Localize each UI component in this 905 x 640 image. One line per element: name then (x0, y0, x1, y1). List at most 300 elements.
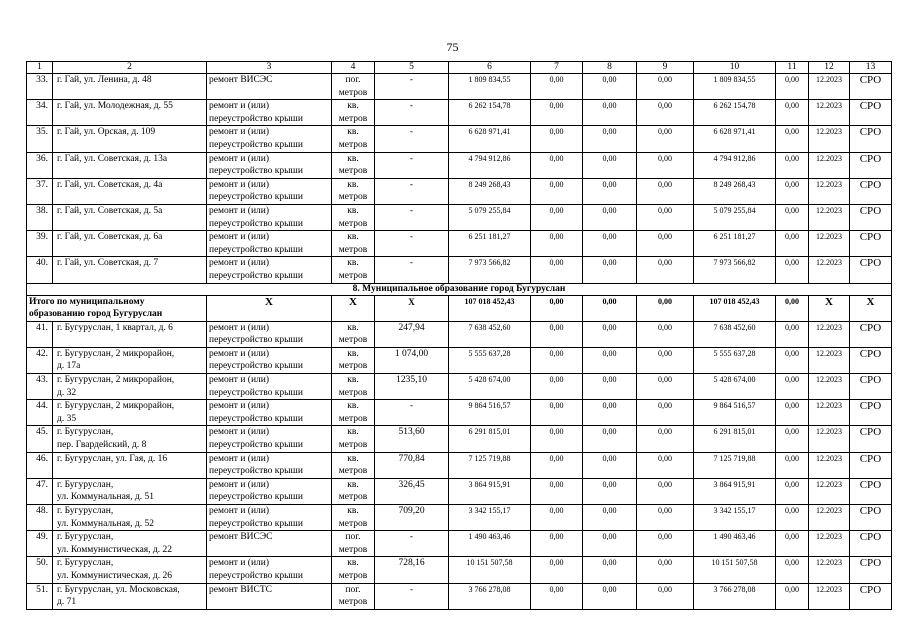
area-cell: 247,94 (375, 321, 449, 347)
table-row (27, 231, 892, 257)
cell-line: ремонт и (или) (209, 258, 270, 269)
cell-line: кв. (347, 153, 359, 164)
table-row (27, 557, 892, 583)
address-cell (53, 478, 207, 504)
area-cell: - (375, 531, 449, 557)
cell-line: переустройство крыши (209, 413, 303, 424)
value-cell: 0,00 (637, 478, 694, 504)
total-cost-cell: 107 018 452,43 (449, 295, 531, 321)
area-cell: - (375, 100, 449, 126)
total-x-cell: X (207, 295, 332, 321)
area-cell: - (375, 257, 449, 283)
cell-line: ремонт и (или) (209, 506, 270, 516)
value-cell: 0,00 (583, 100, 637, 126)
completion-date-cell: 12.2023 (809, 583, 850, 609)
unit-cell (332, 321, 375, 347)
completion-date-cell: 12.2023 (809, 426, 850, 452)
value-cell: 0,00 (637, 257, 694, 283)
completion-date-cell: 12.2023 (809, 478, 850, 504)
area-cell: - (375, 231, 449, 257)
total-value-cell: 0,00 (583, 295, 637, 321)
cell-line: переустройство крыши (209, 113, 303, 124)
method-cell: СРО (850, 178, 892, 204)
value-cell: 0,00 (531, 452, 583, 478)
cell-line: метров (338, 244, 368, 255)
address-cell (53, 126, 207, 152)
total-x-cell: X (850, 295, 892, 321)
cell-line: г. Бугуруслан, (57, 427, 114, 438)
cell-line: метров (338, 218, 368, 229)
value-cell: 0,00 (531, 321, 583, 347)
method-cell: СРО (850, 74, 892, 100)
cell-line: метров (338, 440, 368, 451)
total-cost-cell: 9 864 516,57 (449, 400, 531, 426)
address-cell (53, 321, 207, 347)
cell-line: метров (338, 192, 368, 203)
cell-line: д. 17а (57, 361, 81, 372)
fund-cost-cell: 6 628 971,41 (694, 126, 776, 152)
cell-line: кв. (347, 322, 359, 333)
cell-line: ремонт и (или) (209, 232, 270, 243)
cell-line: ремонт и (или) (209, 127, 270, 138)
cell-line: переустройство крыши (209, 166, 303, 177)
cell-line: г. Бугуруслан, ул. Гая, д. 16 (57, 453, 168, 464)
work-type-cell (207, 426, 332, 452)
total-cost-cell: 1 490 463,46 (449, 531, 531, 557)
value-cell: 0,00 (531, 531, 583, 557)
column-header: 6 (449, 62, 531, 74)
cell-line: ремонт и (или) (209, 427, 270, 438)
unit-cell (332, 557, 375, 583)
total-cost-cell: 10 151 507,58 (449, 557, 531, 583)
unit-cell (332, 204, 375, 230)
cell-line: образованию город Бугуруслан (29, 309, 163, 320)
cell-line: г. Бугуруслан, 1 квартал, д. 6 (57, 322, 173, 333)
work-type-cell (207, 231, 332, 257)
cell-line: ул. Коммунальная, д. 52 (57, 518, 154, 529)
cell-line: кв. (347, 179, 359, 190)
value-cell: 0,00 (776, 557, 809, 583)
cell-line: метров (338, 270, 368, 281)
total-label (27, 295, 207, 321)
cell-line: метров (338, 518, 368, 529)
total-cost-cell: 5 555 637,28 (449, 347, 531, 373)
cell-line: кв. (347, 127, 359, 138)
table-row (27, 478, 892, 504)
cell-line: метров (338, 113, 368, 124)
total-x-cell: X (809, 295, 850, 321)
table-row (27, 178, 892, 204)
work-type-cell (207, 204, 332, 230)
method-cell: СРО (850, 374, 892, 400)
table-row (27, 204, 892, 230)
row-number-cell: 51. (27, 583, 53, 609)
column-header: 5 (375, 62, 449, 74)
fund-cost-cell: 10 151 507,58 (694, 557, 776, 583)
value-cell: 0,00 (776, 531, 809, 557)
unit-cell (332, 505, 375, 531)
cell-line: ремонт и (или) (209, 322, 270, 333)
value-cell: 0,00 (583, 74, 637, 100)
cell-line: метров (338, 387, 368, 398)
cell-line: г. Гай, ул. Советская, д. 7 (57, 258, 159, 269)
fund-cost-cell: 7 638 452,60 (694, 321, 776, 347)
capital-repair-table (26, 61, 892, 610)
value-cell: 0,00 (637, 100, 694, 126)
address-cell (53, 152, 207, 178)
fund-cost-cell: 4 794 912,86 (694, 152, 776, 178)
area-cell: - (375, 583, 449, 609)
cell-line: ул. Коммунальная, д. 51 (57, 492, 154, 503)
cell-line: переустройство крыши (209, 361, 303, 372)
value-cell: 0,00 (776, 178, 809, 204)
work-type-cell (207, 400, 332, 426)
value-cell: 0,00 (531, 231, 583, 257)
work-type-cell (207, 126, 332, 152)
cell-line: пер. Гвардейский, д. 8 (57, 440, 147, 451)
work-type-cell (207, 152, 332, 178)
fund-cost-cell: 8 249 268,43 (694, 178, 776, 204)
table-row (27, 74, 892, 100)
cell-line: ремонт и (или) (209, 401, 270, 412)
work-type-cell (207, 257, 332, 283)
fund-cost-cell: 5 079 255,84 (694, 204, 776, 230)
value-cell: 0,00 (776, 478, 809, 504)
value-cell: 0,00 (583, 204, 637, 230)
work-type-cell (207, 347, 332, 373)
cell-line: ул. Коммунистическая, д. 22 (57, 544, 172, 555)
fund-cost-cell: 5 428 674,00 (694, 374, 776, 400)
column-header: 9 (637, 62, 694, 74)
cell-line: г. Гай, ул. Советская, д. 5а (57, 205, 163, 216)
column-number-header-row (27, 62, 892, 74)
column-header: 10 (694, 62, 776, 74)
column-header: 7 (531, 62, 583, 74)
work-type-cell (207, 505, 332, 531)
area-cell: 709,20 (375, 505, 449, 531)
cell-line: переустройство крыши (209, 492, 303, 503)
total-cost-cell: 5 079 255,84 (449, 204, 531, 230)
cell-line: пог. (345, 584, 361, 595)
cell-line: г. Бугуруслан, (57, 506, 114, 516)
value-cell: 0,00 (637, 321, 694, 347)
unit-cell (332, 74, 375, 100)
work-type-cell (207, 583, 332, 609)
completion-date-cell: 12.2023 (809, 505, 850, 531)
address-cell (53, 204, 207, 230)
cell-line: метров (338, 139, 368, 150)
value-cell: 0,00 (776, 347, 809, 373)
cell-line: г. Гай, ул. Советская, д. 6а (57, 232, 163, 243)
table-row (27, 505, 892, 531)
work-type-cell (207, 374, 332, 400)
row-number-cell: 43. (27, 374, 53, 400)
method-cell: СРО (850, 321, 892, 347)
value-cell: 0,00 (531, 347, 583, 373)
cell-line: г. Бугуруслан, 2 микрорайон, (57, 401, 175, 412)
cell-line: ремонт и (или) (209, 101, 270, 112)
cell-line: кв. (347, 205, 359, 216)
address-cell (53, 100, 207, 126)
unit-cell (332, 400, 375, 426)
column-header: 2 (53, 62, 207, 74)
fund-cost-cell: 5 555 637,28 (694, 347, 776, 373)
completion-date-cell: 12.2023 (809, 152, 850, 178)
cell-line: ремонт ВИСЭС (209, 532, 273, 543)
row-number-cell: 34. (27, 100, 53, 126)
cell-line: г. Гай, ул. Советская, д. 13а (57, 153, 168, 164)
section-title: 8. Муниципальное образование город Бугуруслан (27, 283, 892, 295)
table-row (27, 583, 892, 609)
cell-line: г. Бугуруслан, (57, 479, 114, 490)
cell-line: пог. (345, 532, 361, 543)
fund-cost-cell: 3 342 155,17 (694, 505, 776, 531)
value-cell: 0,00 (531, 100, 583, 126)
completion-date-cell: 12.2023 (809, 452, 850, 478)
method-cell: СРО (850, 557, 892, 583)
total-cost-cell: 8 249 268,43 (449, 178, 531, 204)
value-cell: 0,00 (531, 505, 583, 531)
value-cell: 0,00 (776, 452, 809, 478)
cell-line: переустройство крыши (209, 244, 303, 255)
value-cell: 0,00 (531, 426, 583, 452)
fund-cost-cell: 1 490 463,46 (694, 531, 776, 557)
cell-line: метров (338, 492, 368, 503)
fund-cost-cell: 7 125 719,88 (694, 452, 776, 478)
column-header: 4 (332, 62, 375, 74)
row-number-cell: 50. (27, 557, 53, 583)
unit-cell (332, 231, 375, 257)
cell-line: кв. (347, 258, 359, 269)
completion-date-cell: 12.2023 (809, 531, 850, 557)
cell-line: г. Гай, ул. Молодежная, д. 55 (57, 101, 173, 112)
unit-cell (332, 100, 375, 126)
unit-cell (332, 426, 375, 452)
total-cost-cell: 3 864 915,91 (449, 478, 531, 504)
area-cell: 326,45 (375, 478, 449, 504)
value-cell: 0,00 (531, 478, 583, 504)
table-row (27, 257, 892, 283)
value-cell: 0,00 (531, 74, 583, 100)
work-type-cell (207, 531, 332, 557)
unit-cell (332, 583, 375, 609)
cell-line: переустройство крыши (209, 466, 303, 477)
value-cell: 0,00 (776, 321, 809, 347)
cell-line: г. Гай, ул. Советская, д. 4а (57, 179, 163, 190)
address-cell (53, 347, 207, 373)
completion-date-cell: 12.2023 (809, 257, 850, 283)
value-cell: 0,00 (531, 374, 583, 400)
value-cell: 0,00 (776, 400, 809, 426)
cell-line: ремонт и (или) (209, 348, 270, 359)
fund-cost-cell: 6 262 154,78 (694, 100, 776, 126)
completion-date-cell: 12.2023 (809, 74, 850, 100)
cell-line: переустройство крыши (209, 335, 303, 346)
value-cell: 0,00 (637, 557, 694, 583)
work-type-cell (207, 321, 332, 347)
address-cell (53, 74, 207, 100)
value-cell: 0,00 (531, 557, 583, 583)
value-cell: 0,00 (776, 374, 809, 400)
completion-date-cell: 12.2023 (809, 231, 850, 257)
cell-line: метров (338, 544, 368, 555)
fund-cost-cell: 3 766 278,08 (694, 583, 776, 609)
completion-date-cell: 12.2023 (809, 347, 850, 373)
section-heading-row (27, 283, 892, 295)
method-cell: СРО (850, 505, 892, 531)
cell-line: кв. (347, 101, 359, 112)
total-cost-cell: 3 766 278,08 (449, 583, 531, 609)
cell-line: ремонт и (или) (209, 375, 270, 386)
method-cell: СРО (850, 400, 892, 426)
table-row (27, 152, 892, 178)
cell-line: ремонт ВИСЭС (209, 75, 273, 85)
cell-line: ремонт и (или) (209, 558, 270, 569)
address-cell (53, 557, 207, 583)
total-fund-cost-cell: 107 018 452,43 (694, 295, 776, 321)
value-cell: 0,00 (637, 505, 694, 531)
value-cell: 0,00 (583, 583, 637, 609)
column-header: 3 (207, 62, 332, 74)
cell-line: Итого по муниципальному (29, 296, 145, 307)
value-cell: 0,00 (583, 152, 637, 178)
row-number-cell: 47. (27, 478, 53, 504)
total-cost-cell: 3 342 155,17 (449, 505, 531, 531)
cell-line: переустройство крыши (209, 570, 303, 581)
value-cell: 0,00 (637, 126, 694, 152)
address-cell (53, 400, 207, 426)
value-cell: 0,00 (776, 583, 809, 609)
total-value-cell: 0,00 (531, 295, 583, 321)
value-cell: 0,00 (776, 505, 809, 531)
area-cell: 513,60 (375, 426, 449, 452)
unit-cell (332, 452, 375, 478)
value-cell: 0,00 (776, 100, 809, 126)
value-cell: 0,00 (583, 400, 637, 426)
work-type-cell (207, 100, 332, 126)
value-cell: 0,00 (776, 152, 809, 178)
cell-line: кв. (347, 375, 359, 386)
fund-cost-cell: 3 864 915,91 (694, 478, 776, 504)
cell-line: метров (338, 413, 368, 424)
column-header: 13 (850, 62, 892, 74)
completion-date-cell: 12.2023 (809, 557, 850, 583)
value-cell: 0,00 (531, 126, 583, 152)
value-cell: 0,00 (583, 257, 637, 283)
unit-cell (332, 126, 375, 152)
total-cost-cell: 7 973 566,82 (449, 257, 531, 283)
table-row (27, 400, 892, 426)
area-cell: 1 074,00 (375, 347, 449, 373)
cell-line: д. 35 (57, 413, 77, 424)
completion-date-cell: 12.2023 (809, 204, 850, 230)
value-cell: 0,00 (583, 505, 637, 531)
area-cell: 770,84 (375, 452, 449, 478)
area-cell: - (375, 126, 449, 152)
method-cell: СРО (850, 347, 892, 373)
column-header: 12 (809, 62, 850, 74)
value-cell: 0,00 (583, 347, 637, 373)
work-type-cell (207, 178, 332, 204)
method-cell: СРО (850, 126, 892, 152)
value-cell: 0,00 (637, 452, 694, 478)
address-cell (53, 531, 207, 557)
value-cell: 0,00 (637, 178, 694, 204)
address-cell (53, 505, 207, 531)
total-cost-cell: 4 794 912,86 (449, 152, 531, 178)
value-cell: 0,00 (531, 178, 583, 204)
area-cell: - (375, 400, 449, 426)
cell-line: метров (338, 335, 368, 346)
address-cell (53, 583, 207, 609)
method-cell: СРО (850, 531, 892, 557)
fund-cost-cell: 7 973 566,82 (694, 257, 776, 283)
row-number-cell: 36. (27, 152, 53, 178)
cell-line: переустройство крыши (209, 270, 303, 281)
table-row (27, 426, 892, 452)
unit-cell (332, 178, 375, 204)
cell-line: г. Бугуруслан, 2 микрорайон, (57, 375, 175, 386)
cell-line: кв. (347, 232, 359, 243)
area-cell: 728,16 (375, 557, 449, 583)
value-cell: 0,00 (637, 583, 694, 609)
value-cell: 0,00 (531, 204, 583, 230)
total-x-cell: X (332, 295, 375, 321)
cell-line: переустройство крыши (209, 218, 303, 229)
method-cell: СРО (850, 152, 892, 178)
cell-line: переустройство крыши (209, 518, 303, 529)
cell-line: переустройство крыши (209, 192, 303, 203)
work-type-cell (207, 557, 332, 583)
fund-cost-cell: 1 809 834,55 (694, 74, 776, 100)
area-cell: - (375, 204, 449, 230)
completion-date-cell: 12.2023 (809, 400, 850, 426)
unit-cell (332, 152, 375, 178)
value-cell: 0,00 (583, 426, 637, 452)
total-cost-cell: 7 638 452,60 (449, 321, 531, 347)
method-cell: СРО (850, 426, 892, 452)
method-cell: СРО (850, 257, 892, 283)
cell-line: ремонт и (или) (209, 453, 270, 464)
value-cell: 0,00 (776, 74, 809, 100)
value-cell: 0,00 (637, 531, 694, 557)
cell-line: кв. (347, 453, 359, 464)
area-cell: - (375, 152, 449, 178)
cell-line: ремонт и (или) (209, 153, 270, 164)
cell-line: д. 32 (57, 387, 77, 398)
area-cell: 1235,10 (375, 374, 449, 400)
row-number-cell: 44. (27, 400, 53, 426)
total-cost-cell: 6 291 815,01 (449, 426, 531, 452)
row-number-cell: 45. (27, 426, 53, 452)
cell-line: г. Бугуруслан, (57, 558, 114, 569)
cell-line: г. Бугуруслан, ул. Московская, (57, 584, 180, 595)
row-number-cell: 49. (27, 531, 53, 557)
method-cell: СРО (850, 452, 892, 478)
cell-line: метров (338, 361, 368, 372)
page-number: 75 (446, 40, 459, 54)
cell-line: метров (338, 87, 368, 98)
completion-date-cell: 12.2023 (809, 321, 850, 347)
value-cell: 0,00 (776, 126, 809, 152)
cell-line: кв. (347, 506, 359, 516)
value-cell: 0,00 (776, 204, 809, 230)
column-header: 8 (583, 62, 637, 74)
value-cell: 0,00 (583, 557, 637, 583)
value-cell: 0,00 (531, 257, 583, 283)
row-number-cell: 48. (27, 505, 53, 531)
table-row (27, 321, 892, 347)
